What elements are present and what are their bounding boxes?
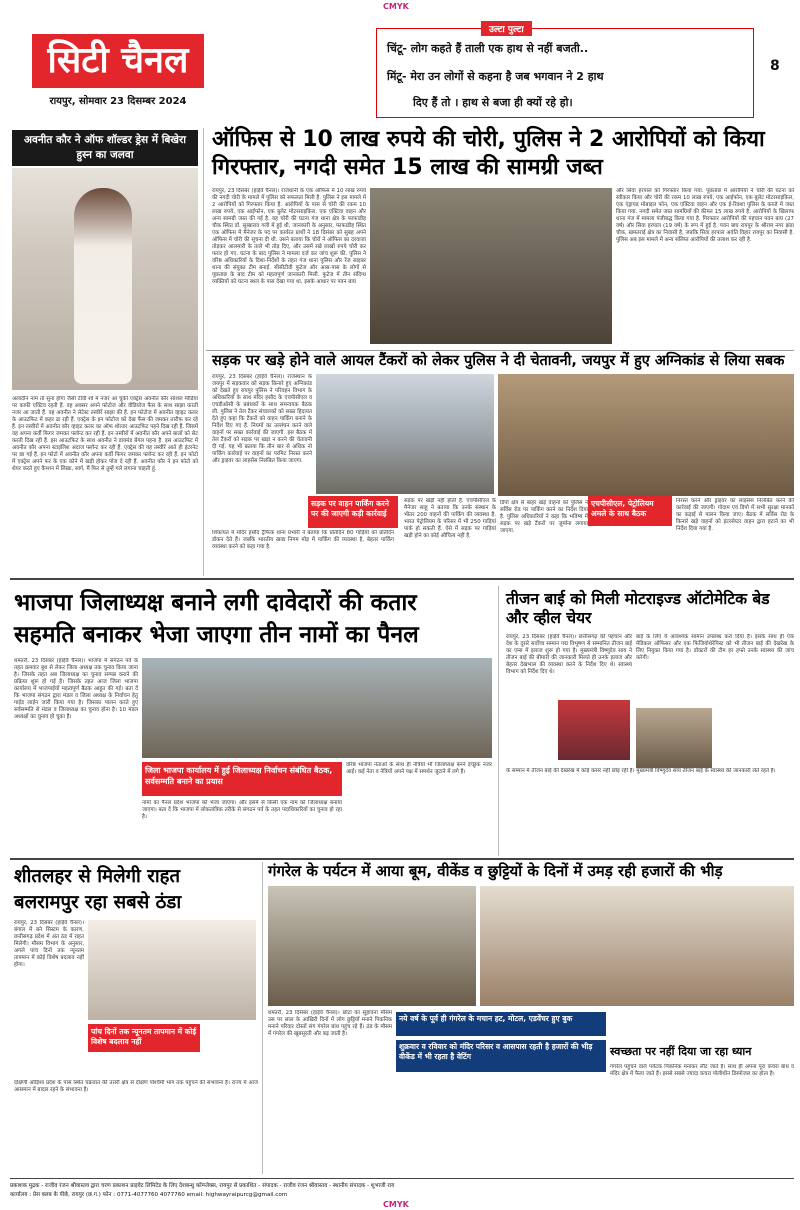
theft-photo: [370, 188, 612, 344]
avneet-body: अलादीन नाम तो सुना होगा जैसी टीवी शो में नजर आ चुकीं एक्ट्रेस अवनीत कौर सोशल मीडिया पर काफी एक्टिव रहती हैं. वह अक्सर अपने फोटोज और वीडियोज फैंस के साथ साझा करती नजर आ जाती हैं. वह अवनीत ने लेटेस्ट तस्वीरें साझा की हैं. इन फोटोज में अवनीत व्हाइट कलर के आउटफिट में कहर ढा रही हैं. एक्ट्रेस के इन फोटोज को देख फैंस की जमकर तारीफ कर रहे हैं. इन तस्वीरों में अवनीत कौर व्हाइट कलर का ऑफ शोल्डर आउटफिट पहने दिख रही हैं, जिसमें वह अपना कर्वी फिगर जमकर फ्लॉन्ट कर रही हैं. इन तस्वीरों में अवनीत कौर अपने बालों को सेट करती दिख रही हैं. इस आउटफिट के साथ अवनीत ने डायमंड बेंगल पहना है. इस आउटफिट में अवनीत कौर अपना स्टाइलिश अंदाज फ्लॉन्ट कर रही हैं. एक्ट्रेस की यह तस्वीरें आते ही इंटरनेट पर छा गई हैं. इन फोटो में अवनीत कौर अपना कर्वी फिगर जमकर फ्लॉन्ट कर रही हैं. इन फोटो में एक्ट्रेस अपने फर के एक कोने में खड़ी होकर पोज दे रही हैं. अवनीत कौर ने इन फोटो को शेयर करते हुए कैप्शन में लिखा, स्वर्ग, मैं फिर से तुम्हें गले लगाना चाहती हूं.: [12, 396, 198, 472]
page-number: 8: [770, 58, 780, 74]
masthead-dateline: रायपुर, सोमवार 23 दिसम्बर 2024: [49, 96, 187, 107]
footer-line1: प्रकाशक मुद्रक - राजीव रंजन श्रीवास्तव द्वारा चरण प्रकाशन प्राइवेट लिमिटेड के लिए देशबन्धु कॉम्प्लेक्स, रायपुर से प्रकाशित - संपादक - राजीव रंजन श्रीवास्तव - स्थानीय संपादक - शुभाजी राय: [10, 1183, 395, 1189]
sheetlahar-body: रायपुर, 23 दिसंबर (हाईवे चैनल)। बंगाल में बने सिस्टम के कारण, छत्तीसगढ़ प्रदेश में अंत ठंड में राहत मिलेगी। मौसम विभाग के अनुसार, अगले पांच दिनों तक न्यूनतम तापमान में कोई विशेष बदलाव नहीं होगा।: [14, 920, 84, 968]
bjp-photo: [142, 658, 492, 758]
gangrel-body2: गंगरेल पहुंचने वाले पर्यटक पिकनिक मनाकर लौट जाते हैं। साथ ही अपना पूरा कचरा बांध व मंदिर क्षेत्र में फैला जाते हैं। इससे सबसे ज्यादा कचरा पोलीथीन डिस्पोजल का होता है।: [610, 1064, 794, 1077]
teejan-body: रायपुर, 23 दिसंबर (हाईवे चैनल)। छत्तीसगढ़ की पहचान और देश के दूसरे सर्वोच्च सम्मान पद्म विभूषण से सम्मानित तीजन बाई का एम्स में इलाज शुरू हो गया है। मुख्यमंत्री विष्णुदेव साय ने तीजन बाई की बीमारी की जानकारी मिलते ही उनके इलाज और बेहतर देखभाल की व्यवस्था करने के निर्देश दिए थे। स्वास्थ्य विभाग को निर्देश दिए थे।: [506, 634, 632, 675]
bjp-body3: वरिष्ठ भाजपा नेताओं के साथ ही नेत्रियों भी जिलाध्यक्ष बनने इच्छुक नजर आईं। कई नेता व नेत्रियों अपने पक्ष में समर्थन जुटाने में लगे हैं।: [346, 762, 492, 775]
bjp-body2: नामों का पैनल प्रदेश भाजपा को भेजा जाएगा। और इसमें से किसी एक नाम को जिलाध्यक्ष बनाया जाएगा। बता दें कि भाजपा में लोकतांत्रिक तरीके से संगठन पर्व के तहत पदाधिकारियों का चुनाव हो रहा है।: [142, 800, 342, 820]
theft-headline: ऑफिस से 10 लाख रुपये की चोरी, पुलिस ने 2 आरोपियों को किया गिरफ्तार, नगदी समेत 15 लाख की सामग्री जब्त: [212, 127, 765, 180]
avneet-figure: [74, 188, 132, 384]
teejan-headline: तीजन बाई को मिली मोटराइज्ड ऑटोमेटिक बेड और व्हील चेयर: [506, 590, 770, 627]
teejan-body3: के सम्मान में तीजन बाई की देखरेख में कोई कसर नहीं छोड़ रही है। मुख्यमंत्री विष्णुदेव साय तीजन बाई के स्वास्थ्य की जानकारी लेते रहते हैं।: [506, 768, 776, 774]
theft-body-right: और सिवा हरपाल को गिरफ्तार किया गया. पूछताछ में आरोपियों ने चोरी की घटना को स्वीकार किया और चोरी की रकम 10 लाख रुपये, एक आईफोन, एक बुलेट मोटरसाइकिल, एक एंड्रायड मोबाइल फोन, एक एक्टिवा वाहन और एक ई-रिक्शा पुलिस के कब्जे में जब्त किया गया. नगदी समेत जब्त सामग्रियों की कीमत 15 लाख रुपये है. आरोपियों के खिलाफ थाना गंज में मामला पंजीबद्ध किया गया है. गिरफ्तार आरोपियों की पहचान पवन बाघ (27 वर्ष) और सिवा हरपाल (19 वर्ष) के रूप में हुई है. पवन बाघ रायपुर के श्रीराम नगर झंडा चौक, खमतराई क्षेत्र का निवासी है, जबकि सिवा हरपाल अवंति विहार रायपुर का निवासी है. पुलिस अब इस मामले में अन्य संलिप्त आरोपियों की तलाश कर रही है.: [616, 188, 794, 243]
ulta-pulta-label: उल्टा पुल्टा: [481, 21, 532, 36]
gangrel-headline: गंगरेल के पर्यटन में आया बूम, वीकेंड व छुट्टियों के दिनों में उमड़ रही हजारों की भीड़: [268, 862, 723, 880]
tankers-redbox1: सड़क पर वाहन पार्किंग करने पर की जाएगी कड़ी कार्रवाई: [308, 496, 398, 528]
teejan-photo2: [636, 708, 712, 768]
gangrel-photo1: [268, 886, 476, 1006]
avneet-photo: [12, 168, 198, 390]
sheetlahar-redbox: पांच दिनों तक न्यूनतम तापमान में कोई विशेष बदलाव नहीं: [88, 1024, 200, 1052]
footer-bar: [10, 1178, 794, 1201]
ulta-pulta-line1: चिंटू- लोग कहते हैं ताली एक हाथ से नहीं बजती..: [387, 42, 589, 55]
footer-line2: कार्यालय : प्रेस क्लब के पीछे, रायपुर (छ.ग.) फोन : 0771-4077760 4077760 email: highwayraipurcg@gmail.com: [10, 1192, 288, 1198]
tankers-col4: डिपो क्षेत्र से बाहर खड़े वाहनों को पुलिस ने सर्विस रोड पर पार्किंग करने का निर्देश दिया है. पुलिस अधिकारियों ने कहा कि भविष्य में सड़क पर खड़े टैंकरों पर जुर्माना लगाया जाएगा.: [500, 500, 588, 534]
gangrel-redbox2: शुक्रवार व रविवार को मंदिर परिसर व आसपास रहती है हजारों की भीड़ वीकेंड में भी रहता है वेटिंग: [396, 1040, 606, 1072]
ulta-pulta-box: [376, 25, 754, 118]
tankers-col1: रायपुर, 23 दिसंबर (हाईवे चैनल)। राजस्थान के जयपुर में सड़कवार को सड़क किनारे हुए अग्निकांड को देखते हुए रायपुर पुलिस ने परिवहन विभाग के अधिकारियों के साथ मंदिर हसौद के एचपीसीएल व एचडीओसी के प्रबंधकों के साथ समन्वयक बैठक ली. पुलिस ने तेल टैंकर संचालकों को सख्त हिदायत देते हुए कहा कि टैंकरों को वाहन पार्किंग बनाने के निर्देश दिए गए हैं. नियमों का उल्लंघन करने वाले वाहनों पर सख्त कार्रवाई की जाएगी. इस बैठक में तेल टैंकरों को सड़क पर खड़ा न करने की चेतावनी दी गई. यह भी बताया कि तीन बार से अधिक नो पार्किंग कार्रवाई पर वाहनों का परमिट निरस्त करने और ड्राइवर का लाइसेंस निलंबित किया जाएगा.: [212, 374, 312, 464]
sheetlahar-headline2: बलरामपुर रहा सबसे ठंडा: [14, 892, 182, 913]
bjp-headline1: भाजपा जिलाध्यक्ष बनाने लगी दावेदारों की कतार: [14, 590, 417, 616]
gangrel-redbox1: नये वर्ष के पूर्व ही गंगरेल के मचान हट, मोटल, एडवेंचर हुए बुक: [396, 1012, 606, 1036]
ulta-pulta-line3: दिए हैं तो । हाथ से बजा ही क्यों रहे हो।: [413, 96, 573, 109]
teejan-photo1: [558, 700, 630, 760]
bjp-redbox: जिला भाजपा कार्यालय में हुई जिलाध्यक्ष निर्वाचन संबंधित बैठक, सर्वसम्मति बनाने का प्रयास: [142, 762, 342, 796]
tankers-headline: सड़क पर खड़े होने वाले आयल टैंकरों को लेकर पुलिस ने दी चेतावनी, जयपुर में हुए अग्निकांड से लिया सबक: [212, 353, 785, 369]
sheetlahar-headline1: शीतलहर से मिलेगी राहत: [14, 866, 181, 887]
sheetlahar-body2: दक्षिणी ओड़िशा प्रदेश के पास स्थित चक्रवात की उत्तरी क्षेत्र से दक्षिण पश्चिमी भाग तक पहुंचने की संभावना है। राज्य में आज आसमान में बादल रहने के संभावना है।: [14, 1080, 258, 1093]
tankers-redbox2: एचपीसीएल, पेट्रोलियम अमले के साथ बैठक: [588, 496, 672, 526]
gangrel-subhead: स्वच्छता पर नहीं दिया जा रहा ध्यान: [610, 1045, 752, 1058]
bjp-body: धमतरी, 23 दिसंबर (हाईवे चैनल)। भाजपा में संगठन पर्व के तहत क्रमवार बूथ से लेकर जिला अध्यक्ष तक चुनाव किया जाना है। जिसके तहत अब जिलाध्यक्ष का चुनाव सम्पन्न कराने की प्रक्रिया शुरू हो गई है। जिसके तहत आज जिला भाजपा कार्यालय में भाजपाईयों महत्वपूर्ण बैठक आहूत की गई। बता दें कि भाजपा संगठन द्वारा मंडल व जिला अध्यक्ष के निर्वाचन हेतु गाईड लाईन जारी किया गया है। जिसका पालन करते हुए सर्वसम्मति से मंडल व जिलाध्यक्ष का चुनाव होना है। 10 मंडल अध्यक्षों का चुनाव हो चुका है।: [14, 658, 138, 720]
gangrel-body: धमतरी, 23 दिसंबर (हाईवे चैनल)। छोटा का सुहावना मौसम उस पर साल के आखिरी दिनों में लोग छुट्टियाँ मनाने पिकनिक मनाने परिवार दोस्तों संग गंगरेल बांध पहुंच रहे हैं। ठंड के मौसम में गंगरेल की खूबसूरती और बढ़ जाती है।: [268, 1010, 392, 1037]
masthead-title: सिटी चैनल: [32, 34, 204, 88]
teejan-body2: बाई के लिए ये आवश्यक सामान उपलब्ध करा दिया है। इसके साथ ही एक मेडिकल ऑफिसर और एक फिजियोथेरेपिस्ट को भी तीजन बाई की देखरेख के लिए नियुक्त किया गया है। डॉक्टरों की टीम हर हफ्ते उनके स्वास्थ्य की जांच करेगी।: [636, 634, 794, 661]
theft-body-left: रायपुर, 23 दिसंबर (हाईवे चैनल)। राजधानी के एक ऑफिस में 10 लाख रुपये की नगदी चोरी के मामले में पुलिस को सफलता मिली है. पुलिस ने इस मामले में 2 आरोपियों को गिरफ्तार किया है. आरोपियों के पास से चोरी की रकम 10 लाख रुपये, एक आईफोन, एक बुलेट मोटरसाइकिल, एक एक्टिवा वाहन और अन्य सामग्री जब्त की गई है. यह चोरी की घटना गंज थाना क्षेत्र के फाफाडीह चौक स्थित डॉ. सुब्बाराव गली में हुई थी. जानकारी के अनुसार, फाफाडीह स्थित एक ऑफिस में मैनेजर के पद पर कार्यरत प्रार्थी ने 18 दिसंबर को सुबह अपने ऑफिस में चोरी की सूचना दी थी. उसने बताया कि चोरों ने ऑफिस का दरवाजा तोड़कर आलमारी के ताले भी तोड़ दिए, और उसमें रखे लाखों रुपये चोरी कर फरार हो गए. घटना के बाद पुलिस ने मामला दर्ज कर जांच शुरू की. पुलिस ने वरिष्ठ अधिकारियों के दिशा-निर्देशों के तहत गंज थाना पुलिस और रेंज साइबर थाना की संयुक्त टीम बनाई. सीसीटीवी फुटेज और आस-पास के लोगों से पूछताछ के बाद टीम को महत्वपूर्ण जानकारी मिली. फुटेज में तीन संदिग्ध व्यक्तियों को घटना स्थल के पास देखा गया था, इसके आधार पर पवन बाघ: [212, 188, 366, 285]
tankers-col2: शिकायत में मंदिर हसौद ट्रैफिक थाना प्रभारी ने बताया कि प्रतिदिन 80 गाड़ियों को प्रतिदिन डोकन देते हैं। जबकि भारतीय खाद्य निगम मोड़ में पार्किंग की व्यवस्था है, बेहतर पार्किंग व्यवस्था करने को कहा गया है.: [212, 530, 394, 550]
bjp-headline2: सहमति बनाकर भेजा जाएगा तीन नामों का पैनल: [14, 622, 419, 648]
tankers-col3: सड़क पर खड़ी नहीं होती है. एचपीसीएल के मैनेजर साहू ने बताया कि उनके संस्थान के भीतर 200 वाहनों की पार्किंग की व्यवस्था है. भारत पेट्रोलियम के परिसर में भी 250 गाड़ियां पार्क हो सकती हैं. ऐसे में सड़क पर गाड़ियां खड़ी होने का कोई औचित्य नहीं है.: [404, 498, 496, 539]
tankers-photo-meeting: [498, 374, 794, 496]
tankers-photo-road: [316, 374, 494, 494]
cmyk-marker-top: CMYK: [383, 2, 409, 11]
gangrel-photo2: [480, 886, 794, 1006]
cmyk-marker-bottom: CMYK: [383, 1200, 409, 1209]
sheetlahar-photo: [88, 920, 256, 1020]
avneet-heading: अवनीत कौर ने ऑफ शॉल्डर ड्रेस में बिखेरा हुस्न का जलवा: [12, 130, 198, 166]
ulta-pulta-line2: मिंटू- मेरा उन लोगों से कहना है जब भगवान ने 2 हाथ: [387, 70, 604, 83]
tankers-col5: निरस्त करने और ड्राइवर का लाइसेंस निलंबित करने की कार्रवाई की जाएगी। गोदाम एवं डिपो में सभी सुरक्षा मानकों का कड़ाई से पालन किया जाए। बैठक में सर्विस रोड के किनारे खड़े वाहनों को इंटरसेप्टर वाहन द्वारा हटाने का भी निर्देश दिया गया है.: [676, 498, 794, 532]
